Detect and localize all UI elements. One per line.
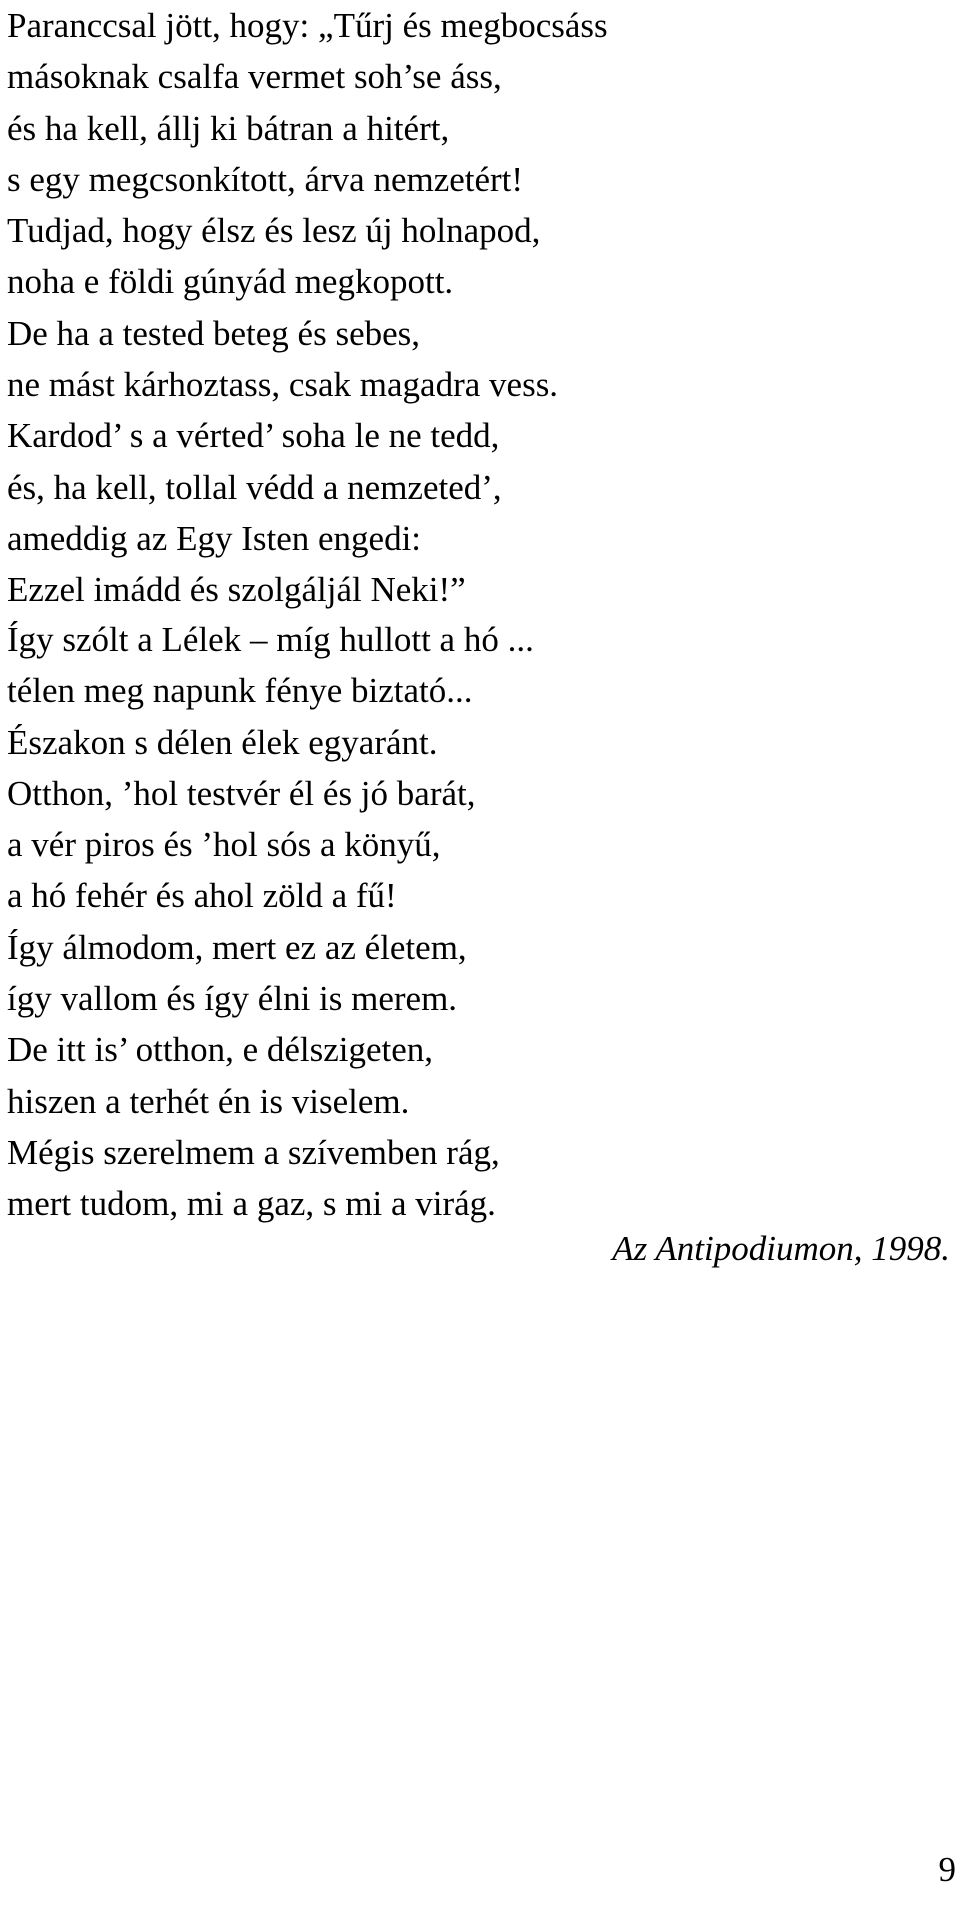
poem-line: télen meg napunk fénye biztató... bbox=[7, 671, 473, 711]
poem-line: és ha kell, állj ki bátran a hitért, bbox=[7, 108, 450, 148]
poem-signature: Az Antipodiumon, 1998. bbox=[612, 1229, 950, 1268]
poem-line: másoknak csalfa vermet soh’se áss, bbox=[7, 57, 502, 97]
poem-line: a hó fehér és ahol zöld a fű! bbox=[7, 876, 397, 916]
poem-stanza-1 bbox=[7, 0, 608, 616]
poem-line: hiszen a terhét én is viselem. bbox=[7, 1081, 410, 1121]
poem-line: Így álmodom, mert ez az életem, bbox=[7, 927, 467, 967]
poem-line: Mégis szerelmem a szívemben rág, bbox=[7, 1132, 500, 1172]
poem-line: a vér piros és ’hol sós a könyű, bbox=[7, 825, 441, 865]
poem-line: ameddig az Egy Isten engedi: bbox=[7, 518, 422, 558]
poem-line: De itt is’ otthon, e délszigeten, bbox=[7, 1030, 434, 1070]
poem-line: Paranccsal jött, hogy: „Tűrj és megbocsáss bbox=[7, 6, 608, 45]
poem-line: Északon s délen élek egyaránt. bbox=[7, 722, 438, 762]
poem-stanza-2 bbox=[7, 614, 534, 1230]
poem-line: De ha a tested beteg és sebes, bbox=[7, 313, 421, 353]
poem-line: és, ha kell, tollal védd a nemzeted’, bbox=[7, 467, 502, 507]
poem-line: így vallom és így élni is merem. bbox=[7, 979, 458, 1019]
poem-line: Kardod’ s a vérted’ soha le ne tedd, bbox=[7, 416, 500, 456]
poem-line: s egy megcsonkított, árva nemzetért! bbox=[7, 159, 524, 199]
poem-line: Ezzel imádd és szolgálјál Neki!” bbox=[7, 570, 466, 610]
page-number: 9 bbox=[938, 1850, 956, 1889]
poem-line: mert tudom, mi a gaz, s mi a virág. bbox=[7, 1184, 496, 1224]
poem-line: Tudjad, hogy élsz és lesz új holnapod, bbox=[7, 211, 541, 251]
poem-line: ne mást kárhoztass, csak magadra vess. bbox=[7, 365, 559, 405]
poem-line: Így szólt a Lélek – míg hullott a hó ... bbox=[7, 620, 534, 659]
poem-line: noha e földi gúnyád megkopott. bbox=[7, 262, 454, 302]
poem-line: Otthon, ’hol testvér él és jó barát, bbox=[7, 773, 476, 813]
